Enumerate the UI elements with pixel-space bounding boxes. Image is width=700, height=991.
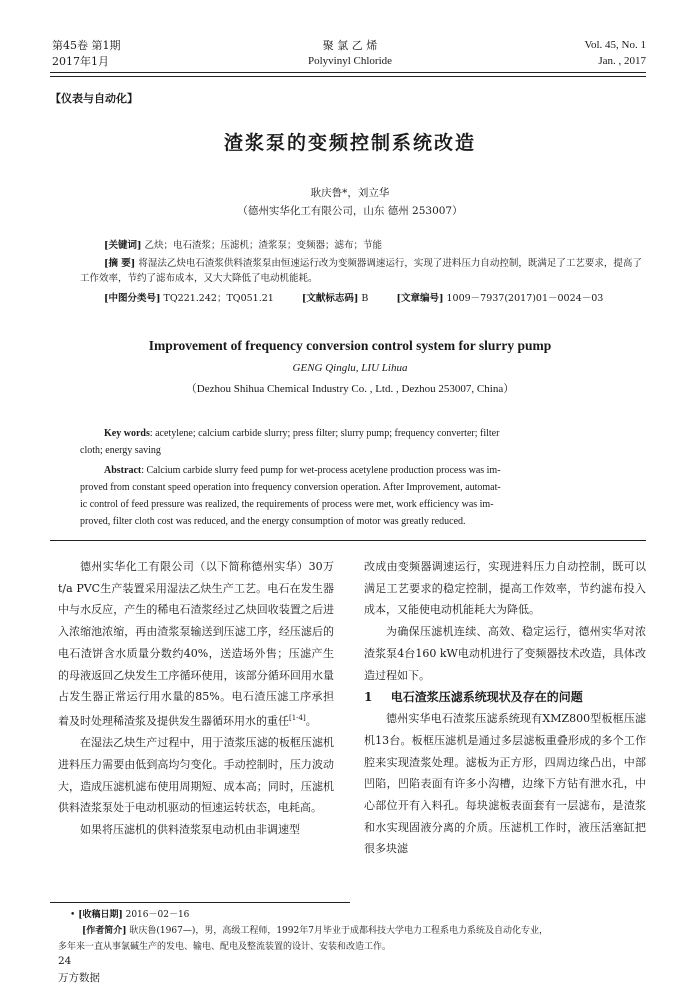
title-en: Improvement of frequency conversion control system for slurry pump [148, 338, 552, 353]
left-paragraph-3: 如果将压滤机的供料渣浆泵电动机由非调速型 [80, 823, 300, 837]
column-tag: 【仪表与自动化】 [50, 92, 138, 105]
right-column [364, 556, 646, 860]
doc-code-label: [文献标志码] [301, 293, 359, 304]
header-volume-en: Vol. 45, No. 1 [584, 39, 646, 51]
title-cn: 渣浆泵的变频控制系统改造 [223, 132, 476, 154]
abstract-rule [50, 540, 646, 541]
article-number-label: [文章编号] [396, 293, 444, 304]
section-number: 1 [364, 690, 373, 705]
affiliation-cn: （德州实华化工有限公司，山东 德州 253007） [237, 205, 463, 217]
section-heading-1 [364, 686, 646, 708]
abstract-cn-text: 将湿法乙炔电石渣浆供料渣浆泵由恒速运行改为变频器调速运行，实现了进料压力自动控制，既满足了工艺要求，提高了工作效率，节约了滤布成本，又大大降低了电动机能耗。 [80, 258, 642, 284]
clc-label: [中图分类号] [104, 293, 161, 304]
footnote-bullet-icon: • [70, 910, 76, 920]
classification-line [104, 291, 652, 306]
bio-line-1: 耿庆鲁(1967—)，男，高级工程师，1992年7月毕业于成都科技大学电力工程系电力系统及自动化专业， [129, 926, 548, 936]
left-paragraph-1-text: 德州实华化工有限公司（以下简称德州实华）30万t/a PVC生产装置采用湿法乙炔生产工艺。电石在发生器中与水反应，产生的稀电石渣浆经过乙炔回收装置之后进入浓缩池浓缩，再由渣浆泵输送到压滤工序，经压滤后的电石渣饼含水质量分数约40%，送造场外售；压滤产生的母液返回乙炔发生工序循环使用，该部分循环回用水量占发生器正常运行用水量的85%。电石渣压滤工序承担着及时处理稀渣浆及提供发生器循环用水的重任 [58, 560, 334, 728]
abstract-en [80, 462, 650, 530]
left-paragraph-1-end: 。 [305, 714, 317, 728]
header-date-en: Jan. , 2017 [598, 55, 646, 67]
keywords-cn [104, 238, 652, 253]
authors-en: GENG Qinglu, LIU Lihua [292, 362, 408, 374]
keywords-cn-text: 乙炔；电石渣浆；压滤机；渣浆泵；变频器；滤布；节能 [144, 240, 383, 251]
keywords-en-label: Key words [104, 428, 150, 439]
doc-code-value: B [361, 293, 369, 304]
article-number-value: 1009－7937(2017)01－0024－03 [446, 293, 604, 304]
bio-label: [作者简介] [82, 926, 127, 936]
abstract-en-line-1: : Calcium carbide slurry feed pump for wet-process acetylene production process was im- [141, 465, 501, 476]
abstract-cn-label: [摘 要] [104, 258, 136, 269]
header-volume-cn: 第45卷 第1期 [52, 39, 121, 52]
authors-cn: 耿庆鲁*，刘立华 [310, 187, 390, 199]
keywords-cn-label: [关键词] [104, 240, 142, 251]
received-date: 2016－02－16 [125, 910, 190, 920]
keywords-en [80, 425, 650, 459]
abstract-cn [80, 256, 650, 286]
abstract-en-label: Abstract [104, 465, 142, 476]
left-paragraph-1 [58, 556, 334, 732]
received-label: [收稿日期] [78, 910, 123, 920]
left-column [58, 556, 334, 841]
abstract-en-line-2: proved from constant speed operation into frequency conversion operation. After Improvement, automat- [80, 482, 501, 493]
footnote-rule [50, 902, 350, 903]
header-journal-cn: 聚 氯 乙 烯 [322, 39, 378, 52]
page-number: 24 [58, 955, 72, 967]
header-rule [50, 72, 646, 77]
clc-value: TQ221.242；TQ051.21 [163, 293, 274, 304]
bio-line-2: 多年来一直从事氯碱生产的发电、输电、配电及整流装置的设计、安装和改造工作。 [58, 942, 392, 952]
abstract-en-line-3: ic control of feed pressure was realized, the requirements of process were met, work efficiency was im- [80, 499, 494, 510]
section-title: 电石渣浆压滤系统现状及存在的问题 [390, 690, 583, 705]
watermark: 万方数据 [58, 972, 100, 984]
header-journal-en: Polyvinyl Chloride [307, 55, 393, 67]
footnote [58, 907, 648, 955]
right-paragraph-2: 为确保压滤机连续、高效、稳定运行，德州实华对浓渣浆泵4台160 kW电动机进行了变频器技术改造，具体改造过程如下。 [364, 625, 646, 682]
citation-ref: [1-4] [289, 713, 306, 722]
left-paragraph-2: 在湿法乙炔生产过程中，用于渣浆压滤的板框压滤机进料压力需要由低到高均匀变化。手动控制时，压力波动大，造成压滤机滤布使用周期短、成本高；同时，压滤机供料渣浆泵处于电动机驱动的恒速运转状态，电耗高。 [58, 736, 334, 815]
abstract-en-line-4: proved, filter cloth cost was reduced, and the energy consumption of motor was greatly reduced. [80, 516, 466, 527]
keywords-en-line-2: cloth; energy saving [80, 445, 161, 456]
right-paragraph-1: 改成由变频器调速运行，实现进料压力自动控制，既可以满足工艺要求的稳定控制，提高工作效率，节约滤布投入成本，又能使电动机能耗大为降低。 [364, 560, 646, 617]
right-paragraph-3: 德州实华电石渣浆压滤系统现有XMZ800型板框压滤机13台。板框压滤机是通过多层滤板重叠形成的多个工作腔来实现渣浆处理。滤板为正方形，四周边缘凸出，中部凹陷，凹陷表面有许多小沟槽，边缘下方钻有泄水孔，中心部位开有入料孔。每块滤板表面套有一层滤布，是渣浆和水实现固液分离的介质。压滤机工作时，液压活塞缸把很多块滤 [364, 712, 646, 856]
affiliation-en: （Dezhou Shihua Chemical Industry Co. , Ltd. , Dezhou 253007, China） [185, 383, 515, 395]
keywords-en-line-1: : acetylene; calcium carbide slurry; press filter; slurry pump; frequency converter; filter [149, 428, 500, 439]
header-date-cn: 2017年1月 [52, 55, 109, 68]
